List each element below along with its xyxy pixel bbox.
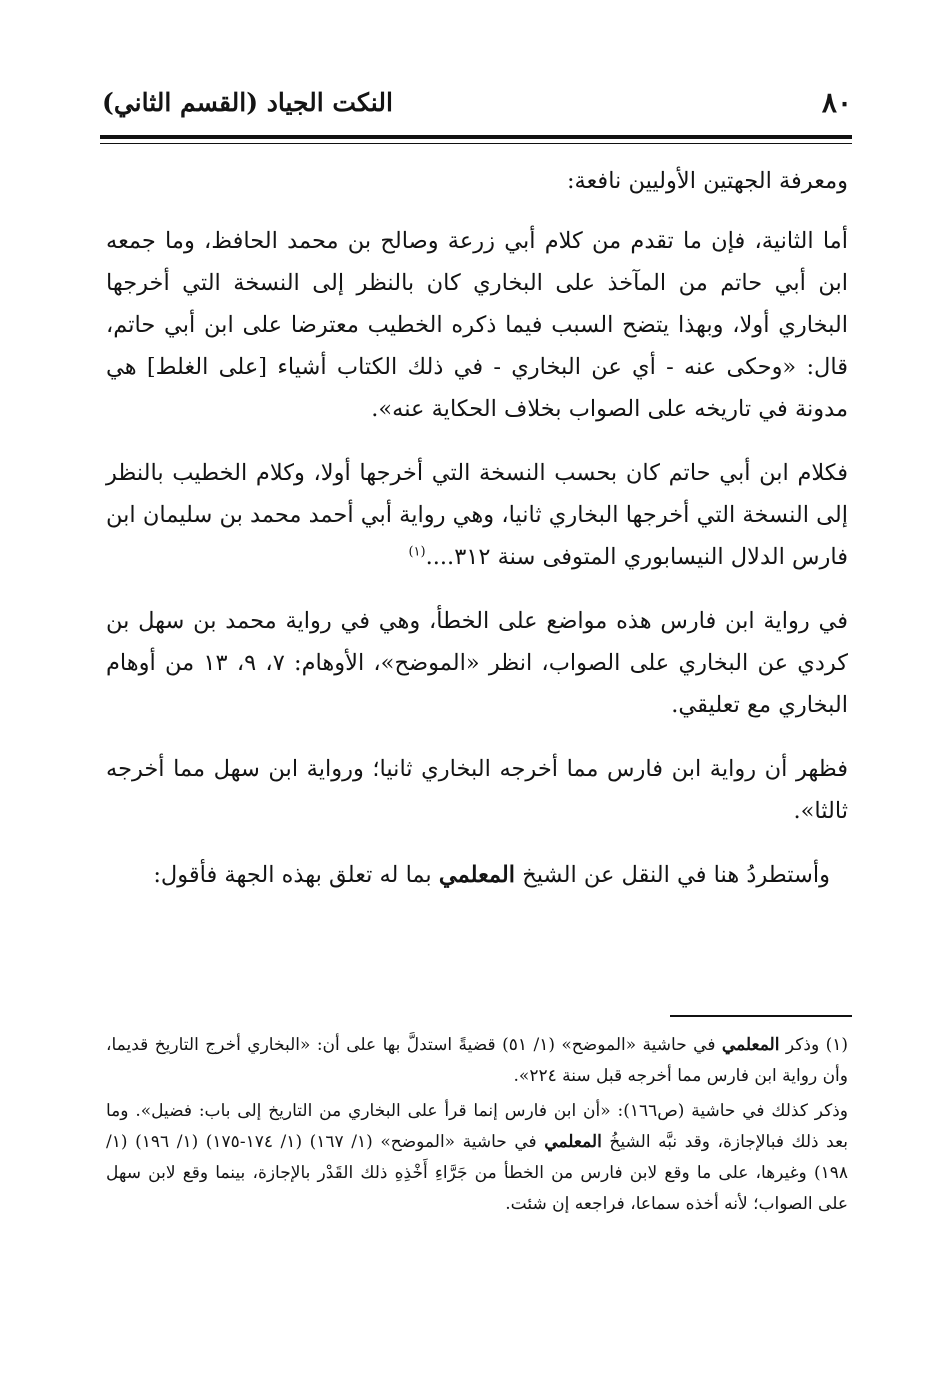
footnote-divider [670, 1015, 852, 1017]
paragraph-5-name: المعلمي [438, 862, 516, 888]
paragraph-5 [106, 854, 848, 896]
header-rule-thin [100, 143, 852, 144]
footnotes [106, 1030, 848, 1224]
paragraph-2 [106, 452, 848, 578]
header-rule-thick [100, 135, 852, 139]
main-text [106, 160, 848, 918]
paragraph-3: في رواية ابن فارس هذه مواضع على الخطأ، وهي في رواية محمد بن سهل بن كردي عن البخاري على الصواب، انظر «الموضح»، الأوهام: ٧، ٩، ١٣ من أوهام البخاري مع تعليقي. [106, 608, 848, 718]
intro-line: ومعرفة الجهتين الأوليين نافعة: [566, 168, 848, 194]
footnote-2-after: في حاشية «الموضح» (١/ ١٦٧) (١/ ١٧٤-١٧٥) (١/ ١٩٦) (١/ ١٩٨) وغيرها، على ما وقع لابن فارس من الخطأ من جَرَّاءِ أَخْذِهِ ذلك القَدْر بالإجازة، بينما وقع لابن سهل على الصواب؛ لأنه أخذه سماعا، فراجعه إن شئت. [106, 1132, 848, 1214]
paragraph-5-after: بما له تعلق بهذه الجهة فأقول: [153, 862, 432, 888]
paragraph-1: أما الثانية، فإن ما تقدم من كلام أبي زرعة وصالح بن محمد الحافظ، وما جمعه ابن أبي حاتم من المآخذ على البخاري كان بالنظر إلى النسخة التي أخرجها البخاري أولا، وبهذا يتضح السبب فيما ذكره الخطيب معترضا على ابن أبي حاتم، قال: «وحكى عنه - أي عن البخاري - في ذلك الكتاب أشياء [على الغلط] هي مدونة في تاريخه على الصواب بخلاف الحكاية عنه». [106, 228, 848, 422]
paragraph-4: فظهر أن رواية ابن فارس مما أخرجه البخاري ثانيا؛ ورواية ابن سهل مما أخرجه ثالثا». [106, 756, 848, 824]
footnote-reference: (١) [408, 544, 426, 560]
footnote-1-name: المعلمي [721, 1035, 780, 1055]
footnote-1-after: في حاشية «الموضح» (١/ ٥١) قضيةً استدلَّ بها على أن: «البخاري أخرج التاريخ قديما، وأن رواية ابن فارس مما أخرجه قبل سنة ٢٢٤». [106, 1035, 848, 1086]
page-header [100, 84, 852, 128]
running-title: النكت الجياد (القسم الثاني) [102, 88, 393, 117]
page-number: ٨٠ [821, 86, 852, 119]
footnote-1-before: (١) وذكر [785, 1035, 849, 1055]
footnote-2 [106, 1096, 848, 1220]
footnote-1 [106, 1030, 848, 1092]
footnote-2-name: المعلمي [544, 1132, 602, 1152]
paragraph-2-text: فكلام ابن أبي حاتم كان بحسب النسخة التي أخرجها أولا، وكلام الخطيب بالنظر إلى النسخة التي أخرجها البخاري ثانيا، وهي رواية أبي أحمد محمد بن سليمان ابن فارس الدلال النيسابوري المتوفى سنة ٣١٢.... [106, 460, 848, 570]
paragraph-5-before: وأستطردُ هنا في النقل عن الشيخ [522, 862, 830, 888]
footnote-2-before: وذكر كذلك في حاشية (ص١٦٦): «أن ابن فارس إنما قرأ على البخاري من التاريخ إلى باب: فضيل». وما بعد ذلك فبالإجازة، وقد نبَّه الشيخُ [106, 1101, 849, 1152]
